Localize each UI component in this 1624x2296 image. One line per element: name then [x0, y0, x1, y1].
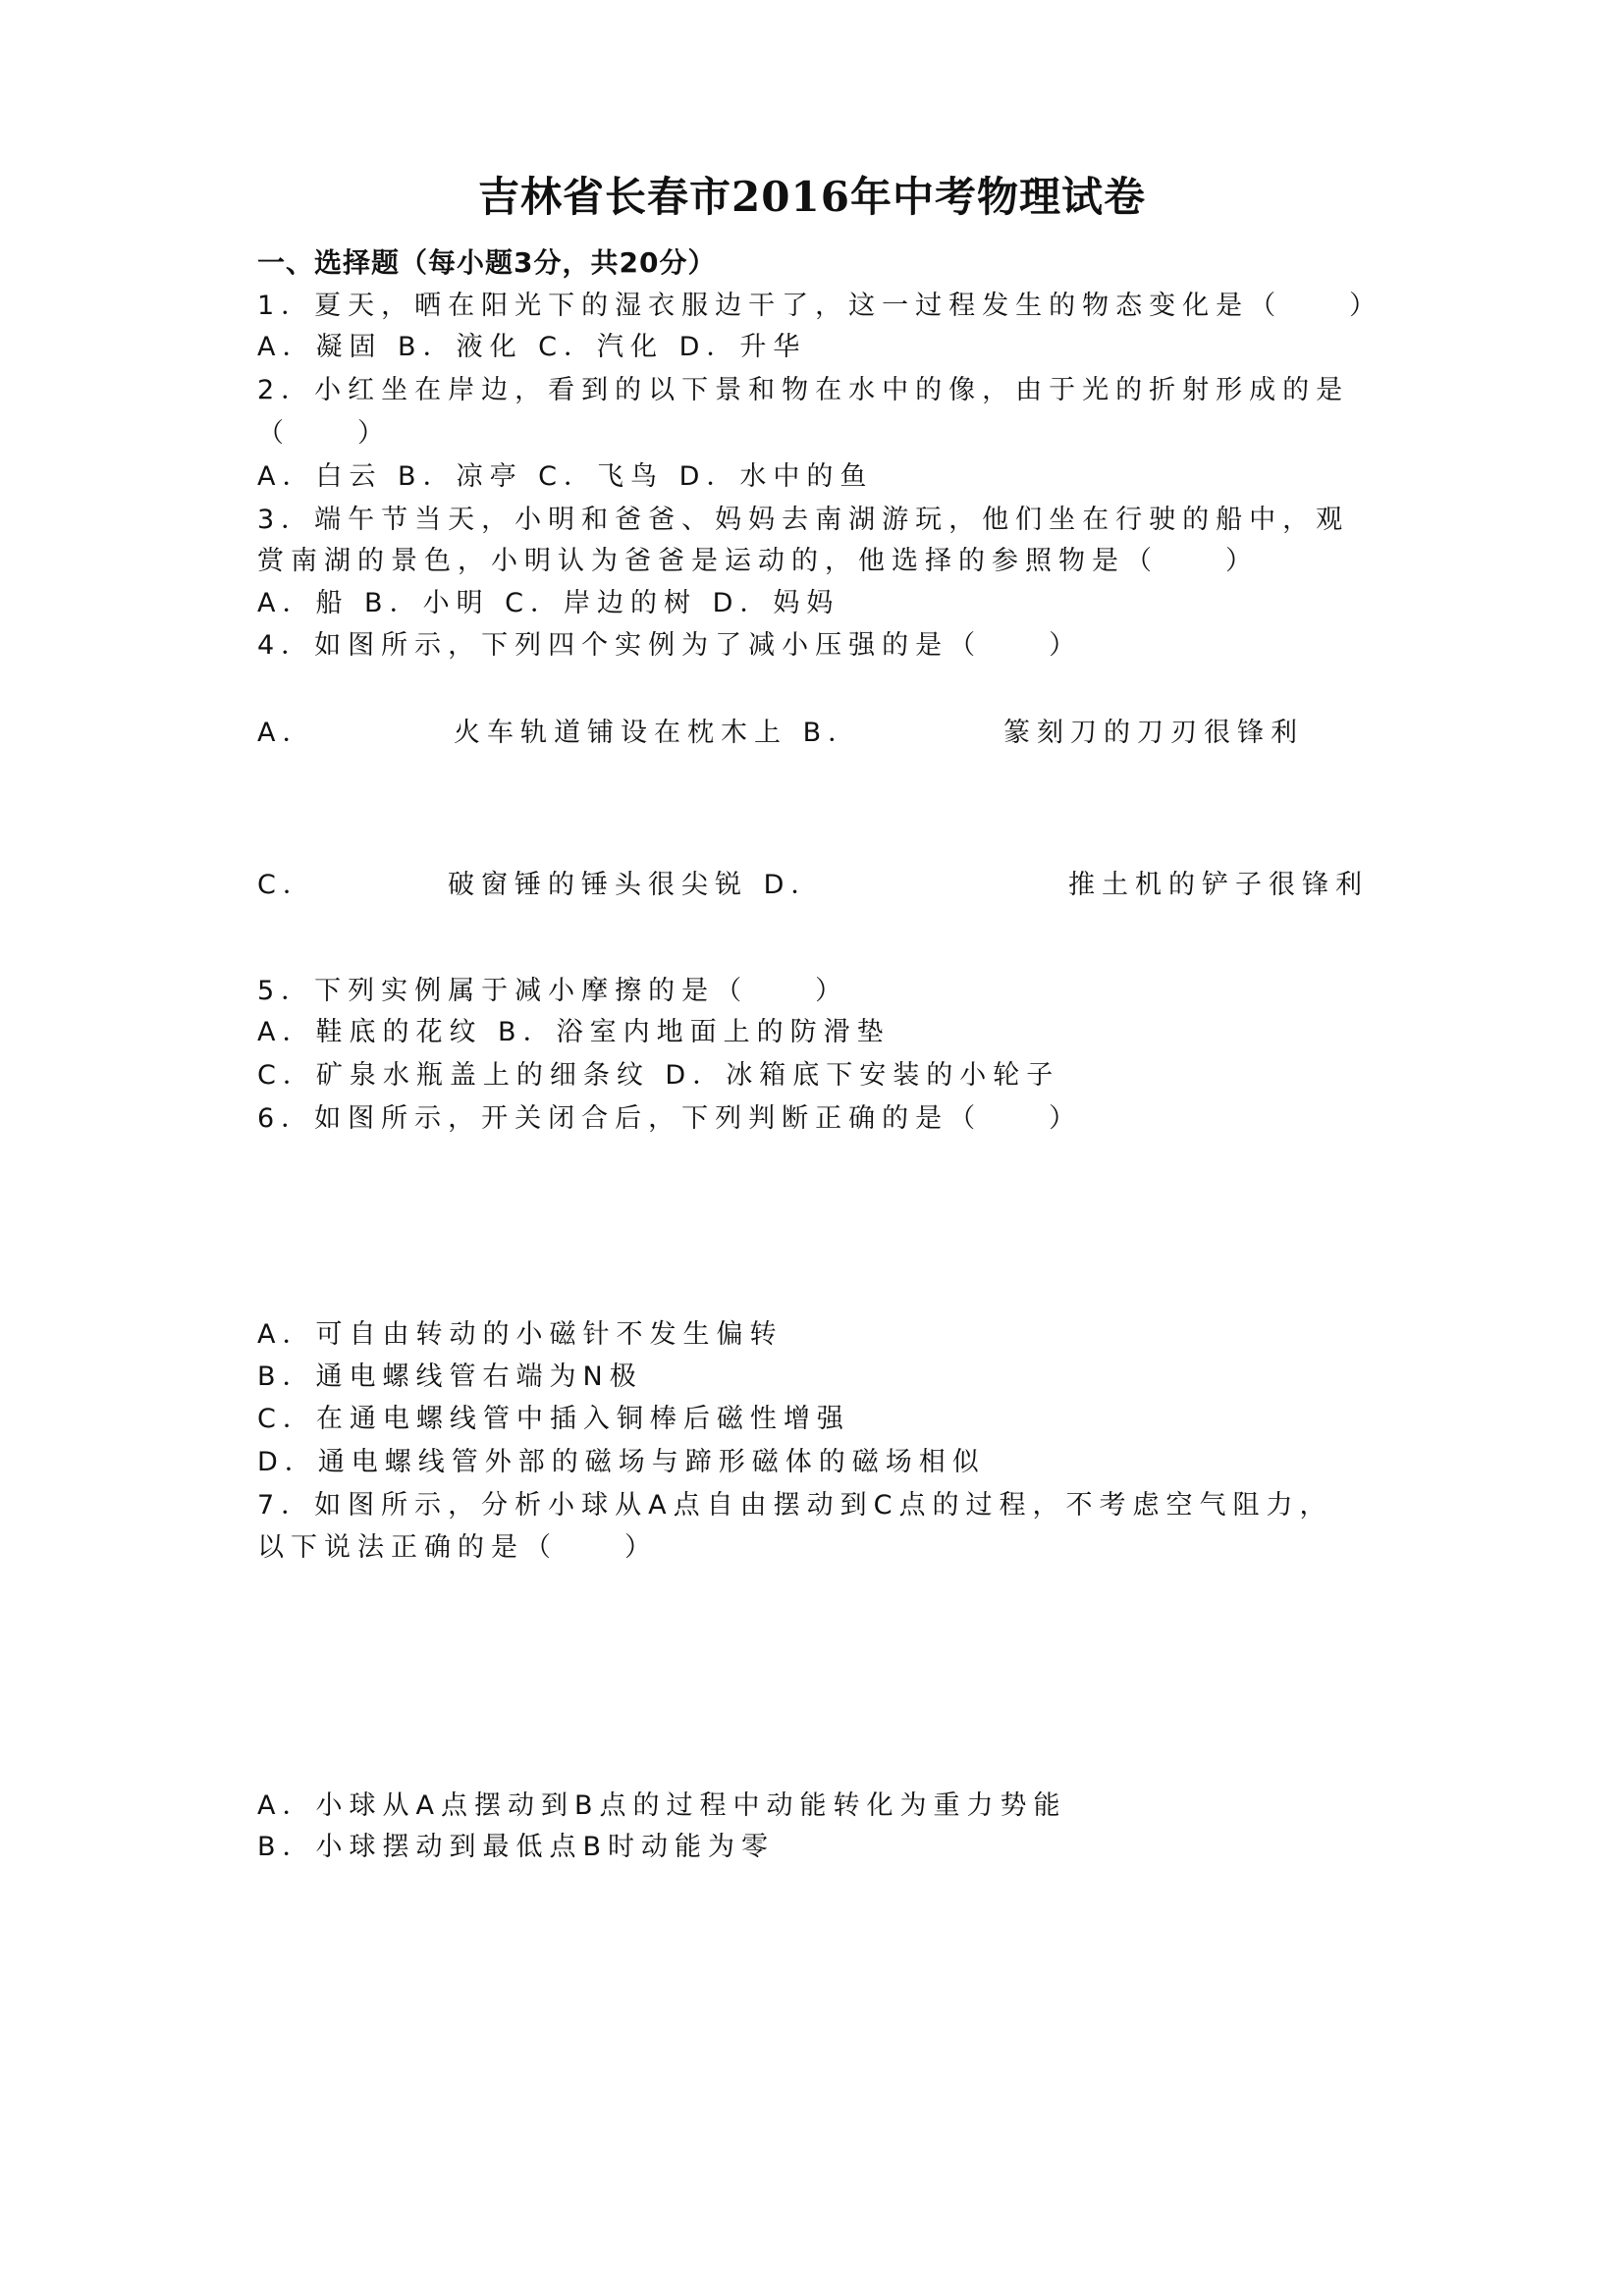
- question-4-option-c-text: 破窗锤的锤头很尖锐 D．: [448, 870, 825, 900]
- question-6-stem: 6．如图所示，开关闭合后，下列判断正确的是（ ）: [257, 1103, 1083, 1134]
- question-3-options: A．船 B．小明 C．岸边的树 D．妈妈: [257, 588, 840, 618]
- question-7-stem: 7．如图所示，分析小球从A点自由摆动到C点的过程，不考虑空气阻力，: [257, 1490, 1333, 1521]
- question-5-options-1: A．鞋底的花纹 B．浴室内地面上的防滑垫: [257, 1017, 891, 1047]
- question-5-options-2: C．矿泉水瓶盖上的细条纹 D．冰箱底下安装的小轮子: [257, 1060, 1060, 1091]
- question-2-stem-cont: （ ）: [257, 418, 391, 449]
- question-3-stem-cont: 赏南湖的景色，小明认为爸爸是运动的，他选择的参照物是（ ）: [257, 546, 1259, 576]
- question-4-option-c-label: C．: [257, 870, 316, 900]
- question-6-option-a: A．可自由转动的小磁针不发生偏转: [257, 1319, 784, 1350]
- question-6-option-d: D．通电螺线管外部的磁场与蹄形磁体的磁场相似: [257, 1447, 986, 1477]
- question-1-options: A．凝固 B．液化 C．汽化 D．升华: [257, 332, 807, 362]
- question-6-option-b: B．通电螺线管右端为N极: [257, 1362, 643, 1392]
- question-4-option-a-label: A．: [257, 718, 316, 748]
- question-4-option-a-text: 火车轨道铺设在枕木上 B．: [454, 718, 862, 748]
- question-4-option-d-text: 推土机的铲子很锋利: [1068, 870, 1369, 900]
- section-heading: 一、选择题（每小题3分，共20分）: [257, 246, 717, 279]
- question-7-option-b: B．小球摆动到最低点B时动能为零: [257, 1832, 776, 1862]
- question-4-option-b-text: 篆刻刀的刀刃很锋利: [1003, 718, 1304, 748]
- question-5-stem: 5．下列实例属于减小摩擦的是（ ）: [257, 976, 849, 1006]
- question-7-stem-cont: 以下说法正确的是（ ）: [257, 1532, 658, 1563]
- question-3-stem: 3．端午节当天，小明和爸爸、妈妈去南湖游玩，他们坐在行驶的船中，观: [257, 505, 1350, 535]
- question-2-stem: 2．小红坐在岸边，看到的以下景和物在水中的像，由于光的折射形成的是: [257, 375, 1350, 405]
- question-2-options: A．白云 B．凉亭 C．飞鸟 D．水中的鱼: [257, 461, 874, 492]
- question-7-option-a: A．小球从A点摆动到B点的过程中动能转化为重力势能: [257, 1790, 1067, 1821]
- page-title: 吉林省长春市2016年中考物理试卷: [478, 173, 1146, 221]
- question-1-stem: 1．夏天，晒在阳光下的湿衣服边干了，这一过程发生的物态变化是（ ）: [257, 291, 1383, 321]
- question-6-option-c: C．在通电螺线管中插入铜棒后磁性增强: [257, 1404, 850, 1434]
- question-4-stem: 4．如图所示，下列四个实例为了减小压强的是（ ）: [257, 630, 1083, 661]
